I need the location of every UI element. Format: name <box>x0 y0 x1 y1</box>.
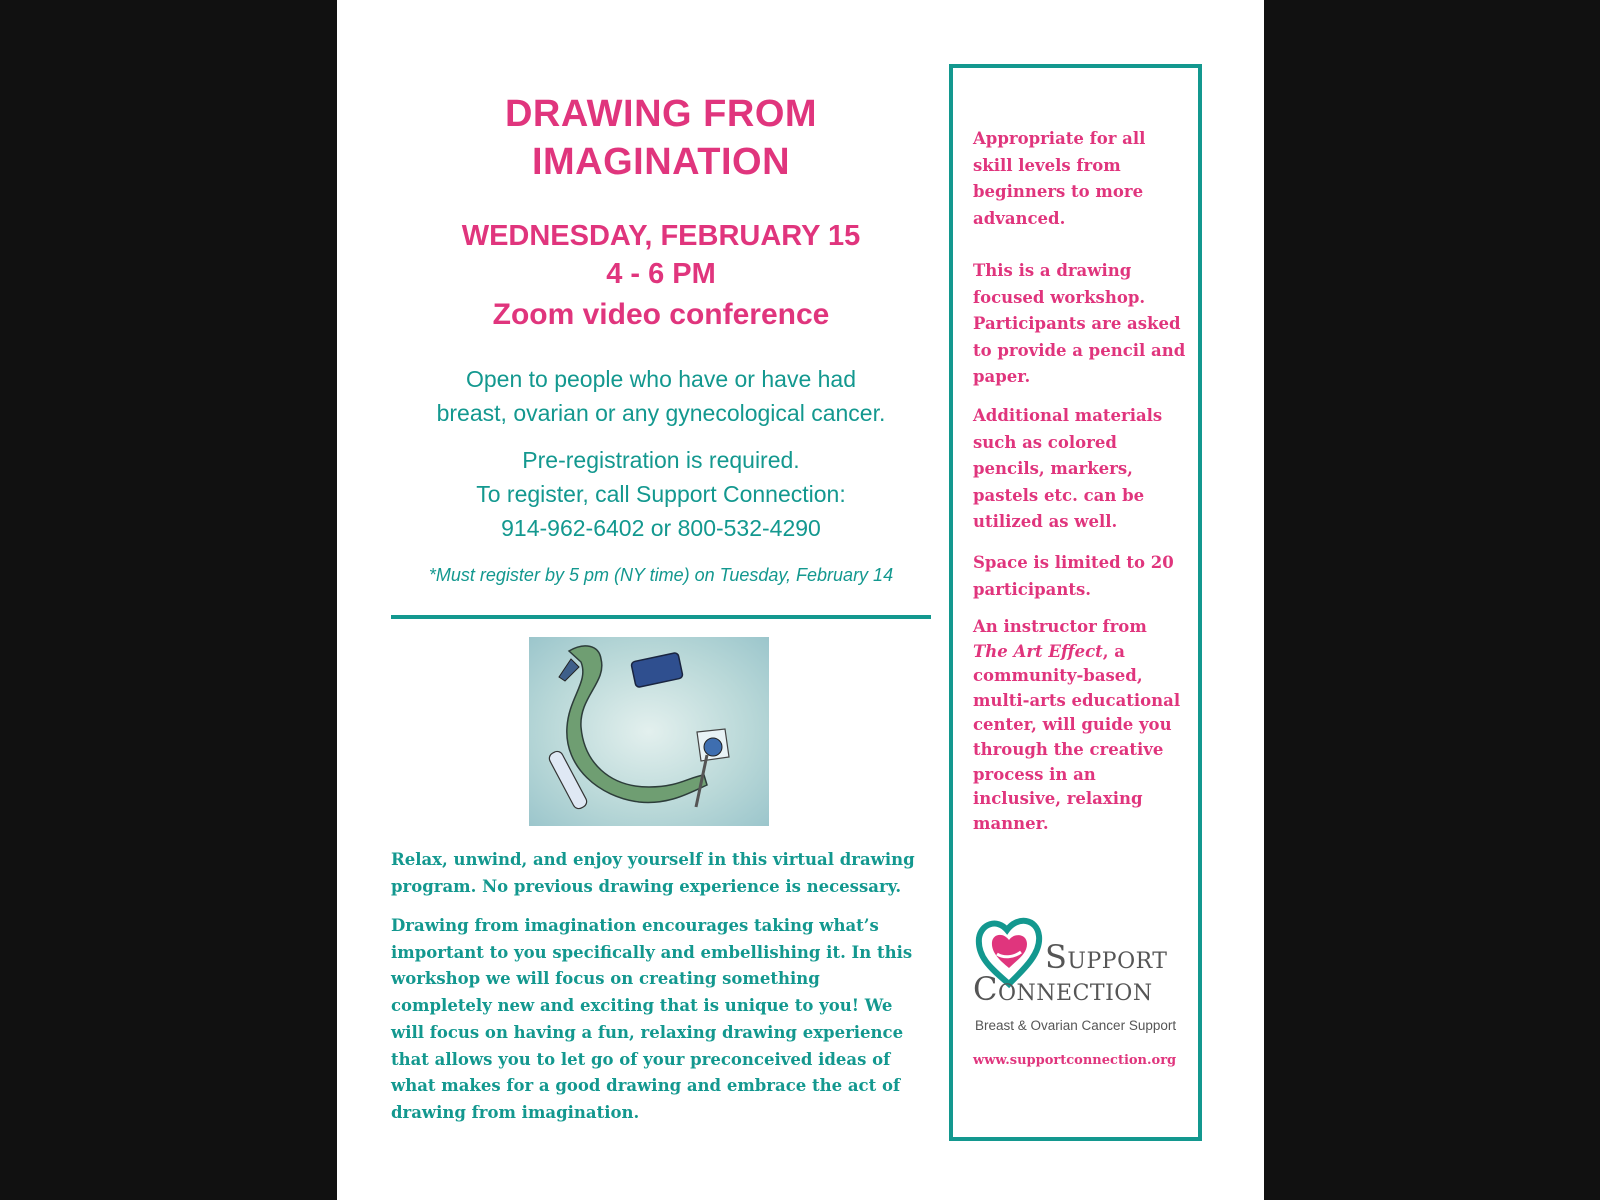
registration-line: Pre-registration is required. <box>522 447 800 473</box>
text-line: such as colored <box>973 432 1117 452</box>
website-link[interactable]: www.supportconnection.org <box>973 1053 1177 1068</box>
text-line: skill levels from <box>973 155 1121 175</box>
additional-materials-note <box>973 403 1198 536</box>
eligibility-line: Open to people who have or have had <box>465 366 856 392</box>
event-time: 4 - 6 PM <box>606 258 716 290</box>
instructor-note <box>973 615 1198 836</box>
org-name: The Art Effect <box>973 641 1103 661</box>
event-title <box>391 90 931 186</box>
text-line: to provide a pencil and <box>973 340 1186 360</box>
text-fragment: , a <box>1102 641 1125 661</box>
phone-numbers: 914-962-6402 or 800-532-4290 <box>501 515 821 541</box>
text-line: process in an <box>973 764 1096 784</box>
text-line: inclusive, relaxing <box>973 789 1143 809</box>
text-line: advanced. <box>973 208 1066 228</box>
text-line: Appropriate for all <box>973 129 1146 148</box>
registration-text <box>391 443 931 545</box>
logo-tagline: Breast & Ovarian Cancer Support <box>975 1018 1177 1033</box>
registration-deadline: *Must register by 5 pm (NY time) on Tuesday, February 14 <box>428 565 894 585</box>
title-line-2: IMAGINATION <box>531 141 791 183</box>
text-line: center, will guide you <box>973 715 1172 735</box>
eligibility-line: breast, ovarian or any gynecological cancer. <box>436 400 886 426</box>
text-line: Drawing from imagination encourages taking what’s <box>391 916 879 935</box>
text-line: utilized as well. <box>973 512 1118 532</box>
text-line: An instructor from <box>973 617 1147 636</box>
event-date: WEDNESDAY, FEBRUARY 15 <box>461 220 861 252</box>
support-connection-logo <box>973 914 1203 1054</box>
description-paragraph-1 <box>391 847 931 900</box>
logo-word-support: Support <box>1045 938 1168 976</box>
text-line: Relax, unwind, and enjoy yourself in this virtual drawing <box>391 850 915 869</box>
text-line: Space is limited to 20 <box>973 553 1174 572</box>
flyer-page <box>337 0 1264 1200</box>
capacity-note <box>973 550 1198 603</box>
text-line: workshop we will focus on creating something <box>391 969 820 989</box>
title-line-1: DRAWING FROM <box>504 93 818 135</box>
text-line: important to you specifically and embellishing it. In this <box>391 942 913 962</box>
divider <box>391 615 931 619</box>
text-line: what makes for a good drawing and embrace the act of <box>391 1076 901 1096</box>
registration-line: To register, call Support Connection: <box>476 481 846 507</box>
text-line: Additional materials <box>973 406 1163 425</box>
text-line: program. No previous drawing experience is necessary. <box>391 876 902 896</box>
text-line: will focus on having a fun, relaxing drawing experience <box>391 1022 904 1042</box>
text-line: community-based, <box>973 666 1143 686</box>
event-venue: Zoom video conference <box>492 298 830 331</box>
text-line: multi-arts educational <box>973 690 1181 710</box>
materials-note <box>973 258 1198 391</box>
text-line: completely new and exciting that is unique to you! We <box>391 996 893 1016</box>
description-paragraph-2 <box>391 913 931 1127</box>
text-line: drawing from imagination. <box>391 1102 640 1122</box>
text-line: This is a drawing <box>973 261 1132 280</box>
artwork-image <box>529 637 769 826</box>
text-line: Participants are asked <box>973 314 1181 334</box>
text-line: beginners to more <box>973 182 1144 202</box>
skill-level-note <box>973 126 1198 232</box>
text-line: participants. <box>973 579 1092 599</box>
text-line: pastels etc. can be <box>973 485 1145 505</box>
logo-word-connection: Connection <box>973 970 1153 1008</box>
text-line: through the creative <box>973 739 1164 759</box>
sidebar-box <box>949 64 1202 1141</box>
text-line: focused workshop. <box>973 287 1146 307</box>
text-line: that allows you to let go of your preconceived ideas of <box>391 1049 891 1069</box>
text-line <box>973 640 1198 665</box>
text-line: manner. <box>973 813 1049 833</box>
text-line: pencils, markers, <box>973 459 1133 479</box>
text-line: paper. <box>973 367 1031 387</box>
eligibility-text <box>391 362 931 430</box>
